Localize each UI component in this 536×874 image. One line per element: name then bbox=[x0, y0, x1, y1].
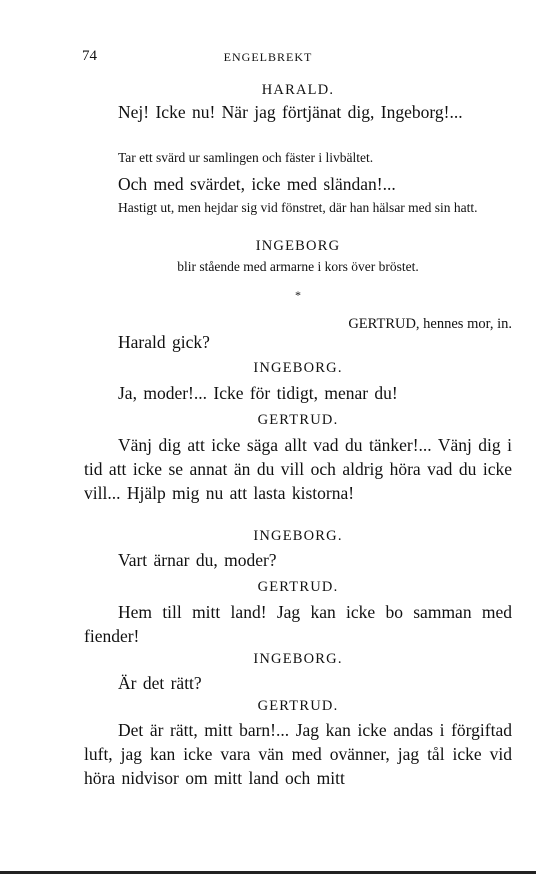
entrance-direction: GERTRUD, hennes mor, in. bbox=[348, 316, 512, 332]
stage-direction: Tar ett svärd ur samlingen och fäster i livbältet. bbox=[118, 150, 374, 165]
speech-paragraph: Det är rätt, mitt barn!... Jag kan icke andas i förgiftad luft, jag kan icke vara vän med ovänner, jag tål icke vid höra nidvisor om mitt land och mitt bbox=[84, 720, 512, 788]
speech-paragraph: Vart ärnar du, moder? bbox=[118, 550, 277, 570]
speech-paragraph: Hem till mitt land! Jag kan icke bo samman med fiender! bbox=[84, 602, 512, 646]
speaker-label: INGEBORG bbox=[255, 238, 341, 254]
speech-paragraph: Ja, moder!... Icke för tidigt, menar du! bbox=[118, 383, 398, 403]
stage-direction: blir stående med armarne i kors över bröstet. bbox=[177, 259, 419, 274]
running-head: ENGELBREKT bbox=[223, 50, 313, 64]
speech-paragraph: Och med svärdet, icke med sländan!... bbox=[118, 174, 396, 194]
speaker-label: INGEBORG. bbox=[253, 360, 343, 376]
speaker-label: INGEBORG. bbox=[253, 651, 343, 667]
speech-paragraph: Är det rätt? bbox=[118, 673, 202, 693]
speaker-label: GERTRUD. bbox=[257, 579, 339, 595]
speaker-label: GERTRUD. bbox=[257, 412, 339, 428]
speech-paragraph: Harald gick? bbox=[118, 332, 210, 352]
page-number: 74 bbox=[82, 48, 97, 64]
speech-paragraph: Vänj dig att icke säga allt vad du tänker!... Vänj dig i tid att icke se annat än du vill och aldrig höra vad du icke vill... Hjälp mig nu att lasta kistorna! bbox=[84, 435, 512, 503]
scene-break-marker: * bbox=[295, 288, 301, 302]
speech-paragraph: Nej! Icke nu! När jag förtjänat dig, Ingeborg!... bbox=[118, 102, 463, 122]
speaker-label: GERTRUD. bbox=[257, 698, 339, 714]
speaker-label: HARALD. bbox=[261, 82, 335, 98]
stage-direction: Hastigt ut, men hejdar sig vid fönstret, där han hälsar med sin hatt. bbox=[118, 200, 478, 215]
speaker-label: INGEBORG. bbox=[253, 528, 343, 544]
